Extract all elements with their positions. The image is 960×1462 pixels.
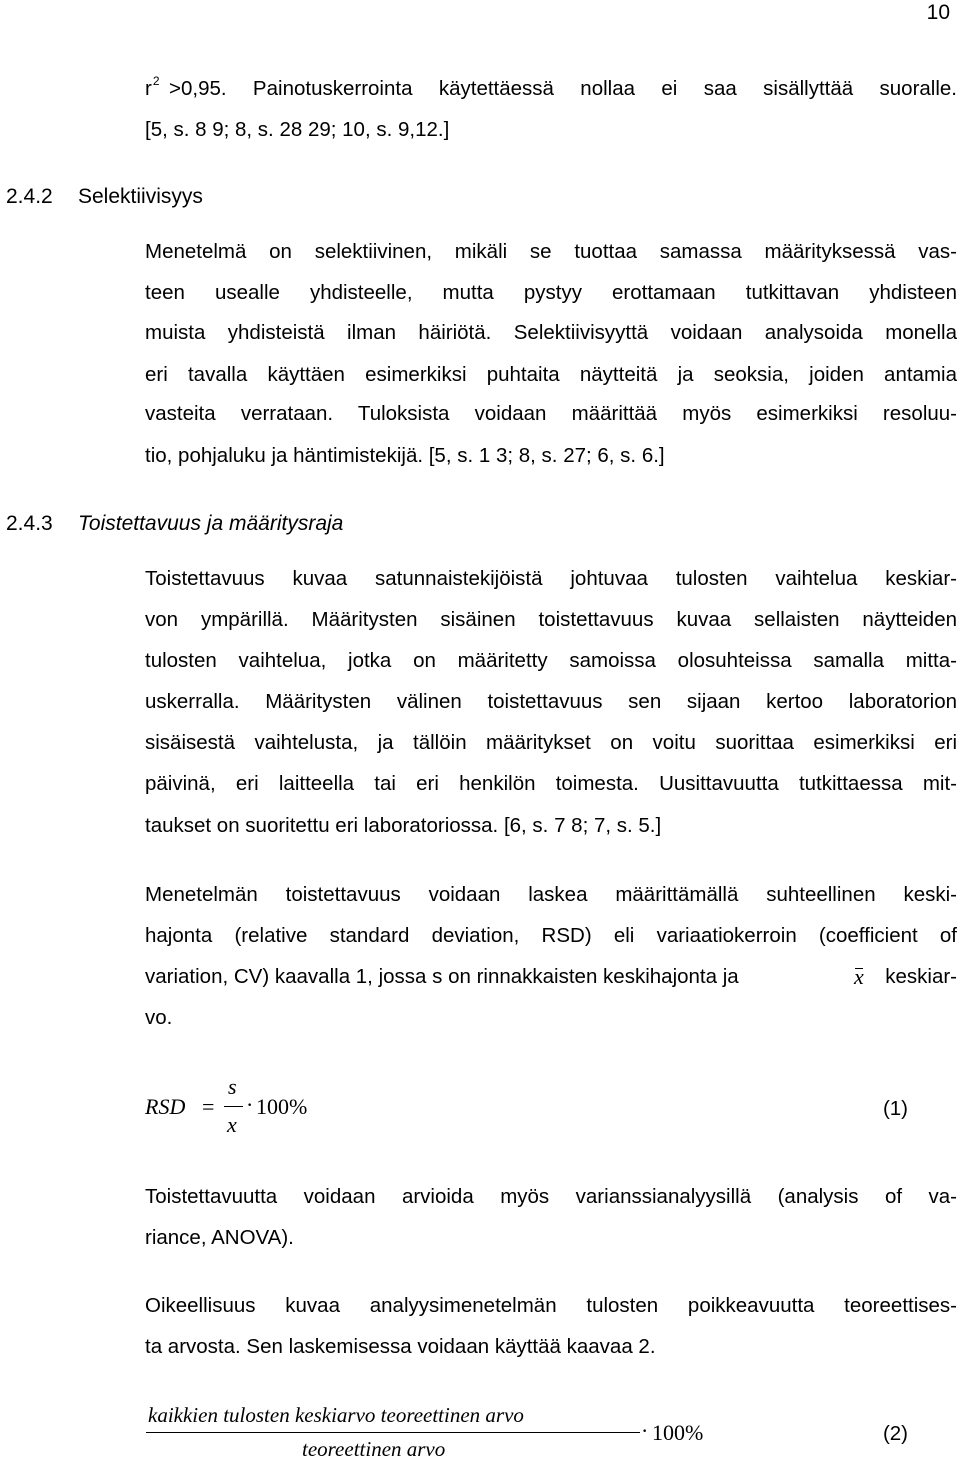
paragraph-line: tio, pohjaluku ja häntimistekijä. [5, s. 1 3; 8, s. 27; 6, s. 6.]	[145, 444, 665, 467]
paragraph-line: Menetelmän toistettavuus voidaan laskea määrittämällä suhteellinen keski-	[145, 883, 957, 906]
eq2-label: (2)	[882, 1422, 908, 1445]
paragraph-line: Menetelmä on selektiivinen, mikäli se tuottaa samassa määrityksessä vas-	[145, 240, 957, 263]
paragraph-line: ta arvosta. Sen laskemisessa voidaan käyttää kaavaa 2.	[145, 1335, 656, 1358]
paragraph-line: Toistettavuus kuvaa satunnaistekijöistä johtuvaa tulosten vaihtelua keskiar-	[145, 567, 957, 590]
paragraph-line: hajonta (relative standard deviation, RSD) eli variaatiokerroin (coefficient of	[145, 924, 957, 947]
section-title: Toistettavuus ja määritysraja	[78, 512, 344, 535]
intro-line-2: [5, s. 8 9; 8, s. 28 29; 10, s. 9,12.]	[145, 118, 450, 141]
eq1-lhs: RSD	[145, 1094, 186, 1119]
r-squared-exponent: 2	[152, 74, 160, 88]
text-fragment: keskiar-	[885, 965, 957, 988]
eq1-equals: =	[202, 1094, 215, 1119]
text-fragment: variation, CV) kaavalla 1, jossa s on rinnakkaisten keskihajonta ja	[145, 965, 739, 988]
paragraph-line: vo.	[145, 1006, 173, 1029]
intro-line-1	[145, 76, 957, 102]
paragraph-line: tulosten vaihtelua, jotka on määritetty samoissa olosuhteissa samalla mitta-	[145, 649, 957, 672]
section-title: Selektiivisyys	[78, 185, 203, 208]
section-number: 2.4.3	[6, 512, 53, 535]
paragraph-line-with-xbar	[145, 964, 957, 990]
r-symbol: r	[145, 77, 152, 100]
paragraph-line: von ympärillä. Määritysten sisäinen toistettavuus kuvaa sellaisten näytteiden	[145, 608, 957, 631]
eq2-dot: ·	[641, 1418, 649, 1443]
paragraph-line: eri tavalla käyttäen esimerkiksi puhtaita näytteitä ja seoksia, joiden antamia	[145, 363, 957, 386]
paragraph-line: Oikeellisuus kuvaa analyysimenetelmän tulosten poikkeavuutta teoreettises-	[145, 1294, 957, 1317]
paragraph-line: vasteita verrataan. Tuloksista voidaan määrittää myös esimerkiksi resoluu-	[145, 402, 957, 425]
eq2-fraction-bar	[146, 1432, 640, 1433]
paragraph-line: teen usealle yhdisteelle, mutta pystyy erottamaan tutkittavan yhdisteen	[145, 281, 957, 304]
section-heading-2-4-2	[6, 185, 203, 209]
paragraph-line: muista yhdisteistä ilman häiriötä. Selektiivisyyttä voidaan analysoida monella	[145, 321, 957, 344]
eq1-factor: 100%	[256, 1094, 308, 1119]
paragraph-line: sisäisestä vaihtelusta, ja tällöin määritykset on voitu suorittaa esimerkiksi eri	[145, 731, 957, 754]
eq1-numerator: s	[228, 1074, 237, 1099]
eq2-factor: 100%	[652, 1420, 704, 1445]
eq2-denominator: teoreettinen arvo	[302, 1437, 446, 1461]
eq1-fraction-bar	[224, 1106, 243, 1107]
paragraph-line: taukset on suoritettu eri laboratoriossa. [6, s. 7 8; 7, s. 5.]	[145, 814, 662, 837]
eq1-denominator: x	[227, 1112, 237, 1137]
section-number: 2.4.2	[6, 185, 53, 208]
paragraph-line: Toistettavuutta voidaan arvioida myös varianssianalyysillä (analysis of va-	[145, 1185, 957, 1208]
section-heading-2-4-3	[6, 512, 343, 536]
eq2-numerator: kaikkien tulosten keskiarvo teoreettinen arvo	[148, 1403, 524, 1427]
eq1-label: (1)	[882, 1097, 908, 1120]
paragraph-line: riance, ANOVA).	[145, 1226, 294, 1249]
paragraph-line: päivinä, eri laitteella tai eri henkilön toimesta. Uusittavuutta tutkittaessa mit-	[145, 772, 957, 795]
paragraph-line: uskerralla. Määritysten välinen toistettavuus sen sijaan kertoo laboratorion	[145, 690, 957, 713]
eq1-dot: ·	[246, 1092, 254, 1117]
page-number: 10	[926, 1, 950, 24]
x-bar-symbol: x	[854, 964, 864, 989]
intro-line-1-text: >0,95. Painotuskerrointa käytettäessä nollaa ei saa sisällyttää suoralle.	[169, 77, 957, 100]
